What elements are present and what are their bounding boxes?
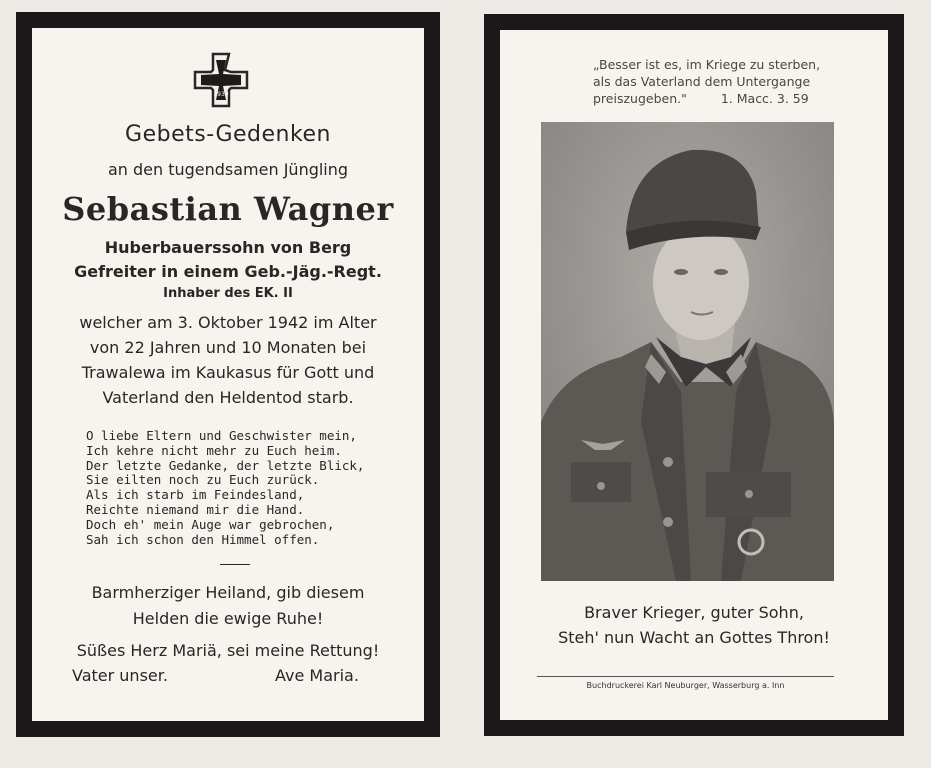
- prayer-line: Süßes Herz Mariä, sei meine Rettung!: [76, 641, 380, 660]
- poem-line: Der letzte Gedanke, der letzte Blick,: [86, 457, 365, 473]
- memorial-subtitle: an den tugendsamen Jüngling: [107, 160, 349, 179]
- death-details: [32, 310, 424, 410]
- poem-line: Sah ich schon den Himmel offen.: [86, 531, 320, 547]
- poem-line: Reichte niemand mir die Hand.: [86, 501, 305, 517]
- caption-line: Steh' nun Wacht an Gottes Thron!: [558, 628, 830, 647]
- rank-line: Gefreiter in einem Geb.-Jäg.-Regt.: [74, 262, 382, 281]
- death-details-line: Trawalewa im Kaukasus für Gott und: [81, 363, 375, 382]
- quote-line-end: preiszugeben.": [593, 91, 687, 106]
- quote-reference: 1. Macc. 3. 59: [720, 91, 809, 106]
- soldier-portrait-image: [541, 122, 834, 581]
- poem-line: Doch eh' mein Auge war gebrochen,: [86, 516, 335, 532]
- quote-line: als das Vaterland dem Untergange: [593, 74, 811, 89]
- bible-quote: [593, 56, 843, 107]
- prayer-line: Barmherziger Heiland, gib diesem: [91, 583, 365, 602]
- divider: [220, 564, 250, 565]
- memorial-title: Gebets-Gedenken: [125, 122, 331, 147]
- caption-line: Braver Krieger, guter Sohn,: [584, 603, 804, 622]
- death-details-line: Vaterland den Heldentod starb.: [102, 388, 354, 407]
- deceased-name: Sebastian Wagner: [62, 190, 394, 228]
- caption: [500, 600, 888, 650]
- poem-line: Sie eilten noch zu Euch zurück.: [86, 472, 320, 488]
- decoration-line: Inhaber des EK. II: [163, 286, 293, 301]
- printer-credit: Buchdruckerei Karl Neuburger, Wasserburg a. Inn: [586, 681, 785, 690]
- poem: [86, 429, 364, 547]
- closing-left: Vater unser.: [72, 666, 168, 685]
- printer-divider: [537, 676, 834, 677]
- death-details-line: von 22 Jahren und 10 Monaten bei: [89, 338, 367, 357]
- poem-line: Als ich starb im Feindesland,: [86, 487, 305, 503]
- cross-year: 1939: [213, 91, 229, 98]
- prayer: [32, 580, 424, 664]
- death-details-line: welcher am 3. Oktober 1942 im Alter: [79, 313, 377, 332]
- soldier-portrait: [541, 122, 834, 581]
- origin-line: Huberbauerssohn von Berg: [104, 238, 352, 257]
- iron-cross-icon: [193, 52, 249, 108]
- closing-right: Ave Maria.: [275, 666, 359, 685]
- poem-line: Ich kehre nicht mehr zu Euch heim.: [86, 442, 342, 458]
- quote-line: „Besser ist es, im Kriege zu sterben,: [593, 57, 821, 72]
- poem-line: O liebe Eltern und Geschwister mein,: [86, 428, 357, 443]
- quote-line: [593, 90, 843, 107]
- prayer-line: Helden die ewige Ruhe!: [132, 609, 324, 628]
